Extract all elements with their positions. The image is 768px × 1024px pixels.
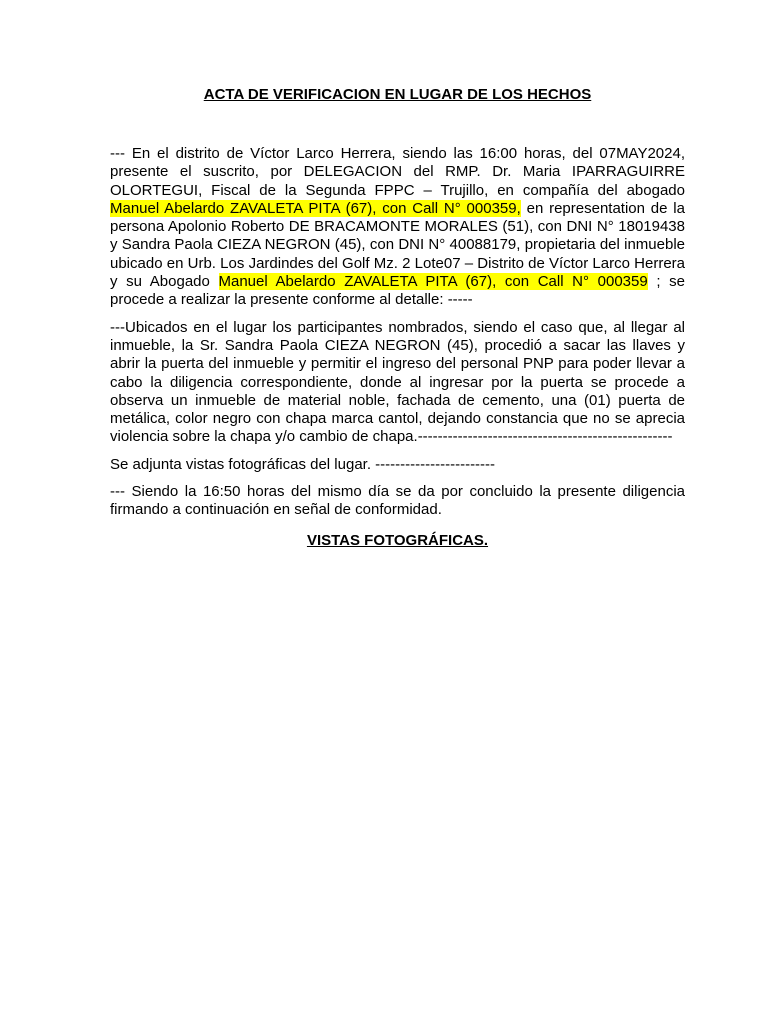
document-page bbox=[110, 86, 685, 550]
highlighted-lawyer-1: Manuel Abelardo ZAVALETA PITA (67), con Call N° 000359, bbox=[110, 199, 521, 217]
intro-text-3: ; se procede a realizar la presente conforme al detalle: ----- bbox=[110, 273, 685, 309]
paragraph-intro bbox=[110, 145, 685, 310]
paragraph-closing: --- Siendo la 16:50 horas del mismo día se da por concluido la presente diligencia firmando a continuación en señal de conformidad. bbox=[110, 483, 685, 519]
highlighted-lawyer-2: Manuel Abelardo ZAVALETA PITA (67), con Call N° 000359 bbox=[218, 273, 648, 291]
paragraph-photos-note: Se adjunta vistas fotográficas del lugar. ------------------------ bbox=[110, 455, 496, 473]
intro-text-2: en representation de la persona Apolonio Roberto DE BRACAMONTE MORALES (51), con DNI N° 18019438 y Sandra Paola CIEZA NEGRON (45), con DNI N° 40088179, propietaria del inmueble ubicado en Urb. Los Jardindes del Golf Mz. 2 Lote07 – Distrito de Víctor Larco Herrera y su Abogado bbox=[110, 199, 685, 291]
document-title: ACTA DE VERIFICACION EN LUGAR DE LOS HECHOS bbox=[203, 86, 592, 103]
paragraph-details: ---Ubicados en el lugar los participantes nombrados, siendo el caso que, al llegar al inmueble, la Sr. Sandra Paola CIEZA NEGRON (45), procedió a sacar las llaves y abrir la puerta del inmueble y permitir el ingreso del personal PNP para poder llevar a cabo la diligencia correspondiente, donde al ingresar por la puerta se procede a observa un inmueble de material noble, fachada de cemento, una (01) puerta de metálica, color negro con chapa marca cantol, dejando constancia que no se aprecia violencia sobre la chapa y/o cambio de chapa.--------------------------------------------------- bbox=[110, 318, 685, 446]
section-title-photos: VISTAS FOTOGRÁFICAS. bbox=[306, 531, 489, 549]
intro-text-1: --- En el distrito de Víctor Larco Herrera, siendo las 16:00 horas, del 07MAY2024, presente el suscrito, por DELEGACION del RMP. Dr. Maria IPARRAGUIRRE OLORTEGUI, Fiscal de la Segunda FPPC – Trujillo, en compañía del abogado bbox=[110, 145, 685, 199]
